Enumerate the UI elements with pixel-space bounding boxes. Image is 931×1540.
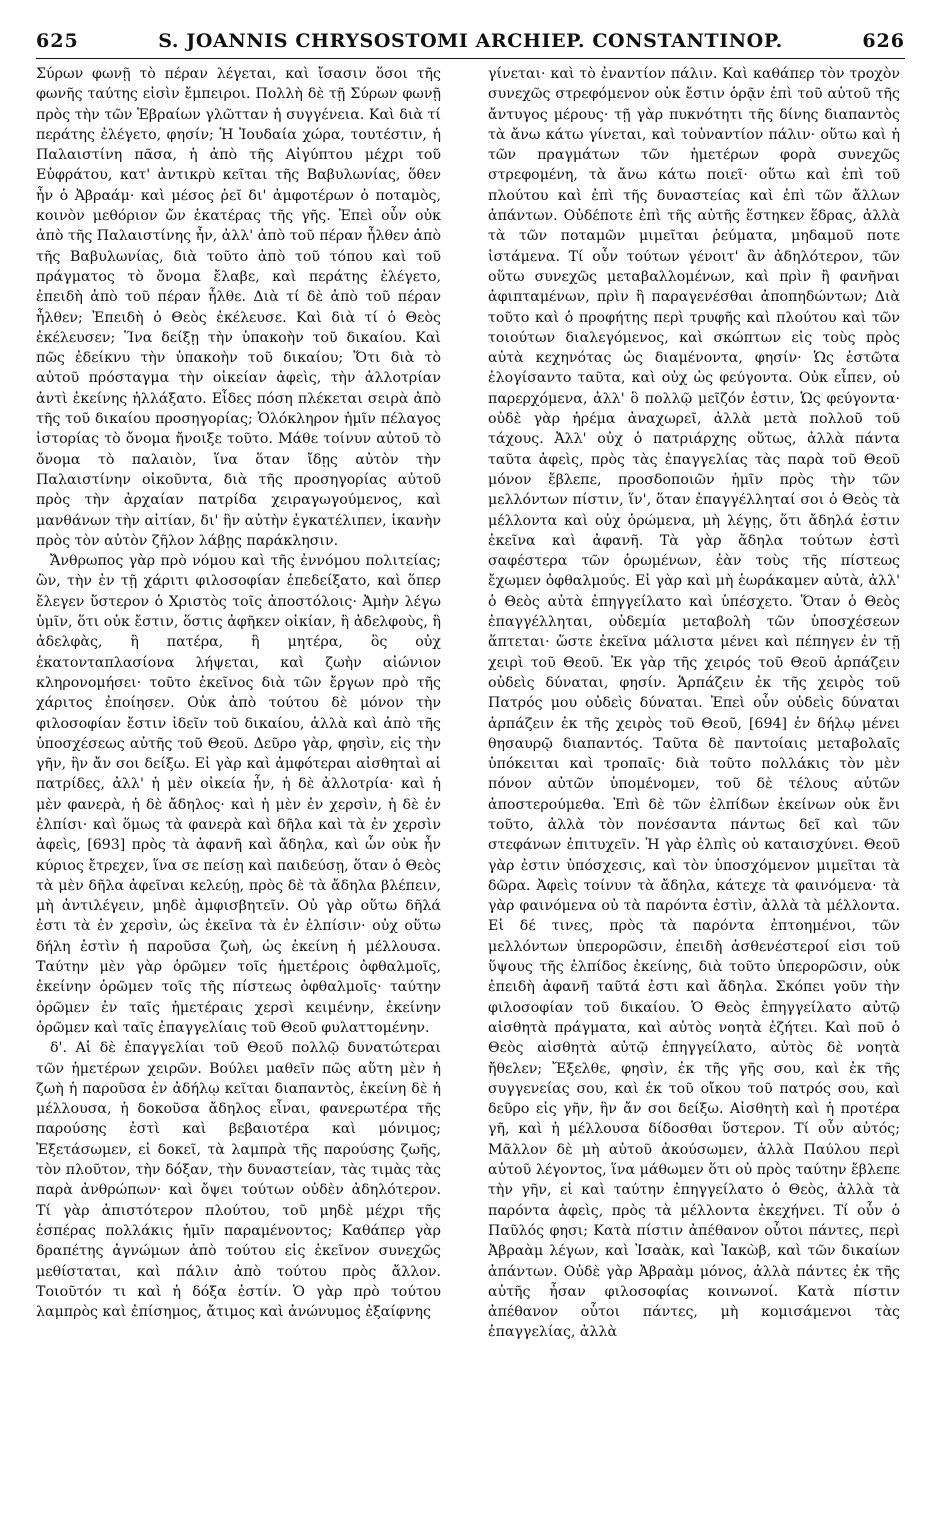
paragraph: Σύρων φωνῇ τὸ πέραν λέγεται, καὶ ἴσασιν ὅσοι τῆς φωνῆς ταύτης εἰσὶν ἔμπειροι. Πολλὴ δὲ τῇ Σύρων φωνῇ πρὸς τὴν τῶν Ἑβραίων γλῶτταν ἡ συγγένεια. Καὶ διὰ τί περάτης ἐλέγετο, φησίν; Ἡ Ἰουδαία χώρα, τουτέστιν, ἡ Παλαιστίνη πᾶσα, ἡ ἀπὸ τῆς Αἰγύπτου μέχρι τοῦ Εὐφράτου, κατ' ἀντικρὺ κεῖται τῆς Βαβυλωνίας, ὅθεν ἦν ὁ Ἀβραάμ· καὶ μέσος ῥεῖ δι' ἀμφοτέρων ὁ ποταμὸς, κοινὸν μεθόριον ὤν ἑκατέρας τῆς γῆς. Ἐπεὶ οὖν οὐκ ἀπὸ τῆς Παλαιστίνης ἦν, ἀλλ' ἀπὸ τοῦ πέραν ἦλθεν ἀπὸ τῆς Βαβυλωνίας, διὰ τοῦτο ἀπὸ τοῦ τόπου καὶ τοῦ πράγματος τὸ ὄνομα ἔλαβε, καὶ περάτης ἐλέγετο, ἐπειδὴ ἀπὸ τοῦ πέραν ἦλθε. Διὰ τί δὲ ἀπὸ τοῦ πέραν ἦλθεν; Ἐπειδὴ ὁ Θεὸς ἐκέλευσε. Καὶ διὰ τί ὁ Θεὸς ἐκέλευσεν; Ἵνα δείξῃ τὴν ὑπακοὴν τοῦ δικαίου. Καὶ πῶς ἐδείκνυ τὴν ὑπακοὴν τοῦ δικαίου; Ὅτι διὰ τὸ αὐτοῦ πρόσταγμα τὴν οἰκείαν ἀφεὶς, τὴν ἀλλοτρίαν ἀντὶ ἐκείνης ἠλλάξατο. Εἶδες πόση πλέκεται σειρὰ ἀπὸ τῆς τοῦ δικαίου προσηγορίας; Ὁλόκληρον ἡμῖν πέλαγος ἱστορίας τὸ ὄνομα ἤνοιξε τοῦτο. Μάθε τοίνυν αὐτοῦ τὸ ὄνομα τὸ παλαιὸν, ἵνα ὅταν ἴδῃς αὐτὸν τὴν Παλαιστίνην οἰκοῦντα, διὰ τῆς προσηγορίας αὐτοῦ πρὸς τὴν ἀρχαίαν πατρίδα χειραγωγούμενος, καὶ μανθάνων τὴν αἰτίαν, δι' ἣν αὐτὴν ἐγκατέλιπεν, ἱκανὴν πρὸς τὸν αὐτὸν ζῆλον λάβῃς παράκλησιν. (36, 66, 441, 549)
paragraph: Ἄνθρωπος γὰρ πρὸ νόμου καὶ τῆς ἐννόμου πολιτείας; ὢν, τὴν ἐν τῇ χάριτι φιλοσοφίαν ἐπεδείξατο, καὶ ὅπερ ἔλεγεν ὕστερον ὁ Χριστὸς τοῖς ἀποστόλοις· Ἀμὴν λέγω ὑμῖν, ὅτι οὐκ ἔστιν, ὅστις ἀφῆκεν οἰκίαν, ἢ ἀδελφοὺς, ἢ ἀδελφὰς, ἢ πατέρα, ἢ μητέρα, ὃς οὐχ ἑκατονταπλασίονα λήψεται, καὶ ζωὴν αἰώνιον κληρονομήσει· τοῦτο ἐκεῖνος διὰ τῶν ἔργων πρὸ τῆς χάριτος ἐποίησεν. Οὐκ ἀπὸ τούτου δὲ μόνον τὴν φιλοσοφίαν ἔστιν ἰδεῖν τοῦ δικαίου, ἀλλὰ καὶ ἀπὸ τῆς ὑποσχέσεως αὐτῆς τοῦ Θεοῦ. Δεῦρο γὰρ, φησὶν, εἰς τὴν γῆν, ἣν ἄν σοι δείξω. Εἰ γὰρ καὶ ἀμφότεραι αἰσθηταὶ αἱ πατρίδες, ἀλλ' ἡ μὲν οἰκεία ἦν, ἡ δὲ ἀλλοτρία· καὶ ἡ μὲν φανερὰ, ἡ δὲ ἄδηλος· καὶ ἡ μὲν ἐν χερσὶν, ἡ δὲ ἐν ἐλπίσι· καὶ ὅμως τὰ φανερὰ καὶ δῆλα καὶ τὰ ἐν χερσὶν ἀφεὶς, [693] πρὸς τὰ ἀφανῆ καὶ ἄδηλα, καὶ ὧν οὐκ ἦν κύριος ἔτρεχεν, ἵνα σε πείσῃ καὶ παιδεύσῃ, ὅταν ὁ Θεὸς τὰ μὲν δῆλα ἀφεῖναι κελεύῃ, πρὸς δὲ τὰ ἄδηλα βλέπειν, μὴ ἀντιλέγειν, μηδὲ ἀμφισβητεῖν. Οὐ γὰρ οὕτω δῆλά ἐστι τὰ ἐν χερσὶν, ὡς ἐκεῖνα τὰ ἐν ἐλπίσιν· οὐχ οὕτω δήλη ἐστὶν ἡ παροῦσα ζωὴ, ὡς ἐκείνη ἡ μέλλουσα. Ταύτην μὲν γὰρ ὁρῶμεν τοῖς ἡμετέροις ὀφθαλμοῖς, ἐκείνην ὁρῶμεν τοῖς τῆς πίστεως ὀφθαλμοῖς· ταύτην ὁρῶμεν ἐν ταῖς ἡμετέραις χερσὶ κειμένην, ἐκείνην ὁρῶμεν καὶ ταῖς ἐπαγγελίαις τοῦ Θεοῦ φυλαττομένην. (36, 553, 441, 1036)
page-number-left: 625 (36, 30, 79, 52)
right-column (488, 64, 900, 1343)
page-header (36, 28, 905, 59)
paragraph: γίνεται· καὶ τὸ ἐναντίον πάλιν. Καὶ καθάπερ τὸν τροχὸν συνεχῶς στρεφόμενον οὐκ ἔστιν ὁρᾷν ἐπὶ τοῦ αὐτοῦ τῆς ἄντυγος μέρους· τῇ γὰρ πυκνότητι τῆς δίνης διαπαντὸς τὰ ἄνω κάτω γίνεται, καὶ τοὐναντίον πάλιν· οὕτω καὶ ἡ τῶν πραγμάτων τῶν ἡμετέρων φορὰ συνεχῶς στρεφομένη, τὰ ἄνω κάτω ποιεῖ· οὕτω καὶ ἐπὶ τοῦ πλούτου καὶ ἐπὶ τῆς δυναστείας καὶ ἐπὶ τῶν ἄλλων ἁπάντων. Οὐδέποτε ἐπὶ τῆς αὐτῆς ἕστηκεν ἕδρας, ἀλλὰ τὰ τῶν ποταμῶν μιμεῖται ῥεύματα, μηδαμοῦ ποτε ἱστάμενα. Τί οὖν τούτων γένοιτ' ἂν ἀδηλότερον, τῶν οὕτω συνεχῶς μεταβαλλομένων, καὶ πρὶν ἢ φανῆναι ἀφιπταμένων, πρὶν ἢ παραγενέσθαι ἀποπηδώντων; Διὰ τοῦτο καὶ ὁ προφήτης περὶ τρυφῆς καὶ πλούτου καὶ τῶν τοιούτων διαλεγόμενος, καὶ σκώπτων εἰς τοὺς πρὸς αὐτὰ κεχηνότας ὡς διαμένοντα, φησίν· Ὡς ἑστῶτα ἐλογίσαντο ταῦτα, καὶ οὐχ ὡς φεύγοντα. Οὐκ εἶπεν, οὐ παρερχόμενα, ἀλλ' ὃ πολλῷ μεῖζόν ἐστιν, Ὡς φεύγοντα· οὐδὲ γὰρ ἠρέμα ἀναχωρεῖ, ἀλλὰ μετὰ πολλοῦ τοῦ τάχους. Ἀλλ' οὐχ ὁ πατριάρχης οὕτως, ἀλλὰ πάντα ταῦτα ἀφεὶς, πρὸς τὰς ἐπαγγελίας τὰς παρὰ τοῦ Θεοῦ μόνον ἔβλεπε, προσδοποιῶν ἡμῖν πρὸς τὴν τῶν μελλόντων πίστιν, ἵν', ὅταν ἐπαγγέλληταί σοι ὁ Θεὸς τὰ μέλλοντα καὶ οὐχ ὁρώμενα, μὴ λέγῃς, ὅτι ἄδηλά ἐστιν ἐκεῖνα καὶ ἀφανῆ. Τὰ γὰρ ἄδηλα τούτων ἐστὶ σαφέστερα τῶν ὁρωμένων, ἐὰν τοὺς τῆς πίστεως ἔχωμεν ὀφθαλμούς. Εἰ γὰρ καὶ μὴ ἑωράκαμεν αὐτὰ, ἀλλ' ὁ Θεὸς αὐτὰ ἐπηγγείλατο καὶ ὑπέσχετο. Ὅταν ὁ Θεὸς ἐπαγγέλληται, οὐδεμία μεταβολὴ τῶν ὑποσχέσεων ἅπτεται· ὥστε ἐκεῖνα μάλιστα μένει καὶ πέπηγεν ἐν τῇ χειρὶ τοῦ Θεοῦ. Ἐκ γὰρ τῆς χειρός τοῦ Θεοῦ ἁρπάζειν οὐδεὶς δύναται, φησίν. Ἁρπάζειν ἐκ τῆς χειρὸς τοῦ Πατρός μου οὐδεὶς δύναται. Ἐπεὶ οὖν οὐδεὶς δύναται ἁρπάζειν ἐκ τῆς χειρὸς τοῦ Θεοῦ, [694] ἐν δήλῳ μένει θησαυρῷ διαπαντός. Ταῦτα δὲ παντοίαις μεταβολαῖς ὑπόκειται καὶ τροπαῖς· διὰ τοῦτο πολλάκις τὸν μὲν πόνον αὐτῶν ὑπομένομεν, τοῦ δὲ τέλους αὐτῶν ἀποστερούμεθα. Ἐπὶ δὲ τῶν ἐλπίδων ἐκείνων οὐκ ἔνι τοῦτο, ἀλλὰ τὸν πονέσαντα πάντως δεῖ καὶ τῶν στεφάνων ἐπιτυχεῖν. Ἡ γὰρ ἐλπὶς οὐ καταισχύνει. Θεοῦ γὰρ ἐστιν ὑπόσχεσις, καὶ τὸν ὑποσχόμενον μιμεῖται τὰ δῶρα. Ἀφεὶς τοίνυν τὰ ἄδηλα, κάτεχε τὰ φαινόμενα· τὰ γὰρ φαινόμενα οὐ τὰ παρόντα ἐστὶν, ἀλλὰ τὰ μέλλοντα. Εἰ δέ τινες, πρὸς τὰ παρόντα ἐπτοημένοι, τῶν μελλόντων ὑπερορῶσιν, ἐπειδὴ ἀσθενέστεροί εἰσι τοῦ ὕψους τῆς ἐλπίδος ἐκείνης, διὰ τοῦτο ὑπερορῶσιν, οὐκ ἐπειδὴ ἀφανῆ ταῦτά ἐστι καὶ ἄδηλα. Σκόπει γοῦν τὴν φιλοσοφίαν τοῦ δικαίου. Ὁ Θεὸς ἐπηγγείλατο αὐτῷ αἰσθητὰ πράγματα, καὶ αὐτὸς νοητὰ ἐζήτει. Καὶ ποῦ ὁ Θεὸς αἰσθητὰ αὐτῷ ἐπηγγείλατο, αὐτὸς δὲ νοητὰ ἤθελεν; Ἔξελθε, φησὶν, ἐκ τῆς γῆς σου, καὶ ἐκ τῆς συγγενείας σου, καὶ ἐκ τοῦ οἴκου τοῦ πατρός σου, καὶ δεῦρο εἰς γῆν, ἣν ἄν σοι δείξω. Αἰσθητὴ καὶ ἡ προτέρα γῆ, καὶ ἡ μέλλουσα δίδοσθαι ὕστερον. Τί οὖν αὐτός; Μᾶλλον δὲ μὴ αὐτοῦ ἀκούσωμεν, ἀλλὰ Παύλου περὶ αὐτοῦ λέγοντος, ἵνα μάθωμεν ὅτι οὐ πρὸς ταύτην ἔβλεπε τὴν γῆν, εἰ καὶ ταύτην ἐπηγγείλατο ὁ Θεὸς, ἀλλὰ τὰ παρόντα ἀφεὶς, πρὸς τὰ μέλλοντα ἐκεχήνει. Τί οὖν ὁ Παῦλός φησι; Κατὰ πίστιν ἀπέθανον οὗτοι πάντες, περὶ Ἀβραὰμ λέγων, καὶ Ἰσαὰκ, καὶ Ἰακὼβ, καὶ τῶν δικαίων ἁπάντων. Οὐδὲ γὰρ Ἀβραὰμ μόνος, ἀλλὰ πάντες ἐκ τῆς αὐτῆς ἦσαν φιλοσοφίας κοινωνοί. Κατὰ πίστιν ἀπέθανον οὗτοι πάντες, μὴ κομισάμενοι τὰς ἐπαγγελίας, ἀλλὰ (488, 66, 900, 1341)
paragraph: δ'. Αἱ δὲ ἐπαγγελίαι τοῦ Θεοῦ πολλῷ δυνατώτεραι τῶν ἡμετέρων χειρῶν. Βούλει μαθεῖν πῶς αὕτη μὲν ἡ ζωὴ ἡ παροῦσα ἐν ἀδήλῳ κεῖται διαπαντὸς, ἐκείνη δὲ ἡ μέλλουσα, ἡ δοκοῦσα ἄδηλος εἶναι, φανερωτέρα τῆς παρούσης ἐστὶ καὶ βεβαιοτέρα καὶ μόνιμος; Ἐξετάσωμεν, εἰ δοκεῖ, τὰ λαμπρὰ τῆς παρούσης ζωῆς, τὸν πλοῦτον, τὴν δόξαν, τὴν δυναστείαν, τὰς τιμὰς τὰς παρὰ ἀνθρώπων· καὶ ὄψει τούτων οὐδὲν ἀδηλότερον. Τί γὰρ ἀπιστότερον πλούτου, τοῦ μηδὲ μέχρι τῆς ἑσπέρας πολλάκις ἡμῖν παραμένοντος; Καθάπερ γὰρ δραπέτης ἀγνώμων ἀπὸ τούτου εἰς ἐκεῖνον συνεχῶς μεθίσταται, καὶ πάλιν ἀπὸ τούτου πρὸς ἄλλον. Τοιοῦτόν τι καὶ ἡ δόξα ἐστίν. Ὁ γὰρ πρὸ τούτου λαμπρὸς καὶ ἐπίσημος, ἄτιμος καὶ ἀνώνυμος ἐξαίφνης (36, 1040, 441, 1321)
page-number-right: 626 (862, 30, 905, 52)
running-title: S. JOANNIS CHRYSOSTOMI ARCHIEP. CONSTANTINOP. (158, 30, 783, 52)
left-column (36, 64, 441, 1322)
